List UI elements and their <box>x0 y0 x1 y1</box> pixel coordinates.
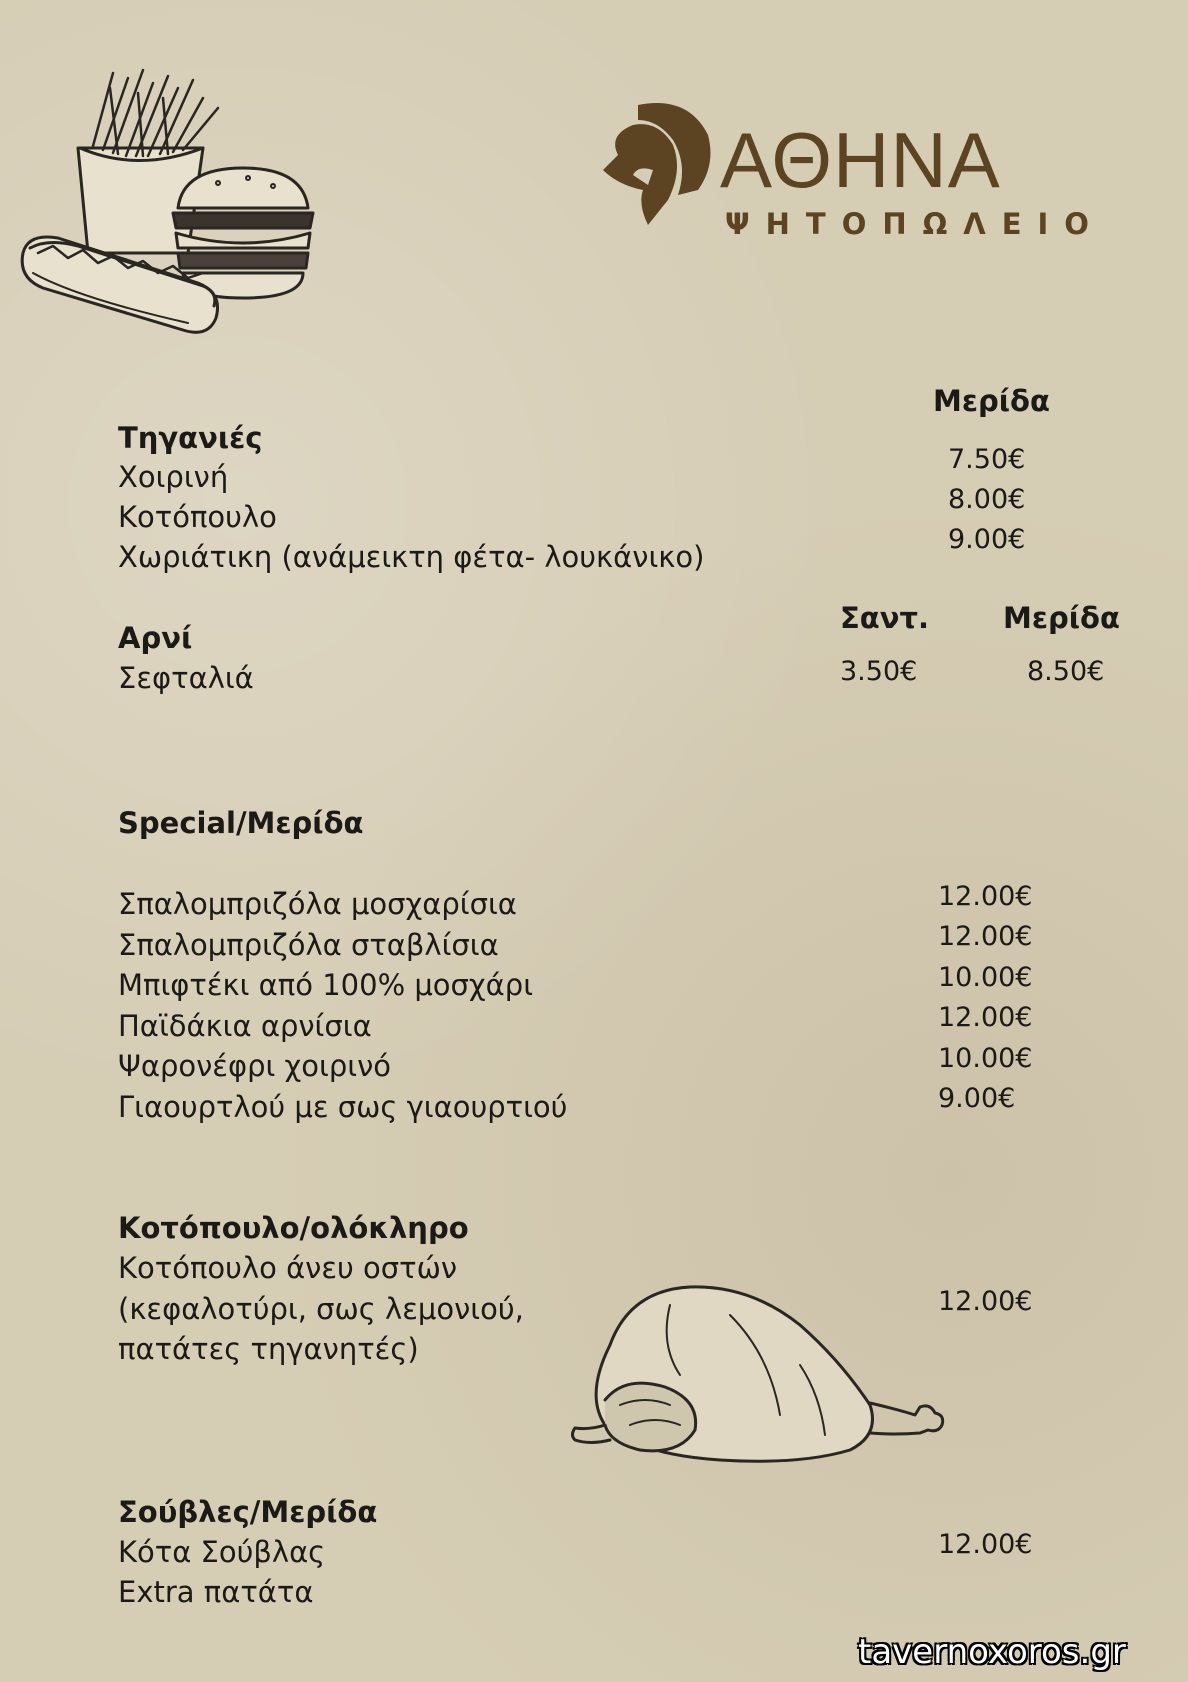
brand-subtitle: ΨΗΤΟΠΩΛΕΙΟ <box>725 207 1105 241</box>
menu-item-name: Ψαρονέφρι χοιρινό <box>118 1049 392 1083</box>
athena-helmet-logo <box>598 95 718 235</box>
menu-item-name: Σπαλομπριζόλα σταβλίσια <box>118 928 499 962</box>
chicken-description-line: πατάτες τηγανητές) <box>118 1332 419 1366</box>
chicken-description-line: (κεφαλοτύρι, σως λεμονιού, <box>118 1292 524 1326</box>
menu-item-price: 12.00€ <box>938 921 1033 952</box>
menu-item-name: Χοιρινή <box>118 460 229 494</box>
menu-item-name: Extra πατάτα <box>118 1575 314 1609</box>
column-header-portion: Μερίδα <box>1003 601 1120 635</box>
menu-item-price: 10.00€ <box>938 962 1033 993</box>
section-title-arni: Αρνί <box>118 621 193 655</box>
menu-item-price: 8.00€ <box>948 484 1026 515</box>
menu-item-price: 12.00€ <box>938 1002 1033 1033</box>
section-title-tiganies: Τηγανιές <box>118 421 263 455</box>
chicken-description-line: Κοτόπουλο άνευ οστών <box>118 1251 458 1285</box>
fast-food-illustration <box>18 68 328 358</box>
menu-item-price-sandwich: 3.50€ <box>840 656 918 687</box>
column-header-portion: Μερίδα <box>933 384 1050 418</box>
menu-item-name: Γιαουρτλού με σως γιαουρτιού <box>118 1090 568 1124</box>
watermark-text: tavernoxoros.gr <box>858 1632 1126 1672</box>
menu-item-price-portion: 8.50€ <box>1027 656 1105 687</box>
menu-item-name: Παϊδάκια αρνίσια <box>118 1009 372 1043</box>
menu-item-price: 10.00€ <box>938 1043 1033 1074</box>
section-title-chicken: Κοτόπουλο/ολόκληρο <box>118 1211 469 1245</box>
section-title-special: Special/Μερίδα <box>118 806 364 840</box>
brand-name: ΑΘΗΝΑ <box>720 116 1001 204</box>
menu-item-name: Σπαλομπριζόλα μοσχαρίσια <box>118 887 517 921</box>
menu-item-name: Χωριάτικη (ανάμεικτη φέτα- λουκάνικο) <box>118 540 705 574</box>
column-header-sandwich: Σαντ. <box>840 601 930 635</box>
menu-item-name: Μπιφτέκι από 100% μοσχάρι <box>118 968 534 1002</box>
menu-item-price: 9.00€ <box>938 1083 1016 1114</box>
menu-item-price: 12.00€ <box>938 1286 1033 1317</box>
roast-chicken-illustration <box>570 1285 955 1470</box>
section-title-souvles: Σούβλες/Μερίδα <box>118 1495 378 1529</box>
menu-item-name: Κότα Σούβλας <box>118 1535 326 1569</box>
menu-item-name: Κοτόπουλο <box>118 500 277 534</box>
menu-item-price: 7.50€ <box>948 444 1026 475</box>
menu-item-price: 12.00€ <box>938 881 1033 912</box>
menu-item-price: 12.00€ <box>938 1529 1033 1560</box>
menu-item-name: Σεφταλιά <box>118 661 254 695</box>
menu-item-price: 9.00€ <box>948 524 1026 555</box>
